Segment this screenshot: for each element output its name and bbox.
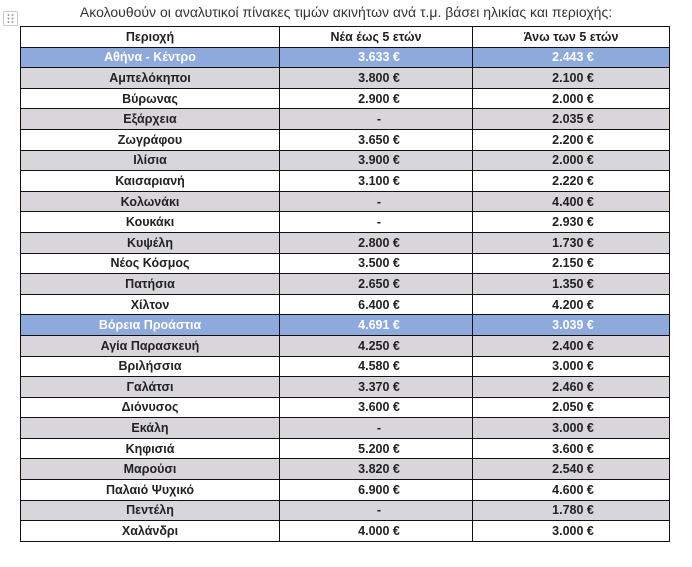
price-old-cell: 2.000 € xyxy=(473,150,670,171)
header-row xyxy=(21,27,670,48)
price-new-cell: 6.400 € xyxy=(280,294,473,315)
table-row xyxy=(21,88,670,109)
price-old-cell: 3.039 € xyxy=(473,315,670,336)
area-cell: Νέος Κόσμος xyxy=(21,253,280,274)
price-new-cell: 3.633 € xyxy=(280,47,473,68)
price-new-cell: 2.650 € xyxy=(280,274,473,295)
area-cell: Κυψέλη xyxy=(21,232,280,253)
price-new-cell: - xyxy=(280,212,473,233)
header-new: Νέα έως 5 ετών xyxy=(280,27,473,48)
area-cell: Αμπελόκηποι xyxy=(21,68,280,89)
price-old-cell: 2.930 € xyxy=(473,212,670,233)
area-cell: Βριλήσσια xyxy=(21,356,280,377)
price-old-cell: 3.000 € xyxy=(473,521,670,542)
table-row xyxy=(21,397,670,418)
table-row xyxy=(21,274,670,295)
drag-handle-icon[interactable] xyxy=(3,11,18,26)
area-cell: Βύρωνας xyxy=(21,88,280,109)
price-new-cell: 3.370 € xyxy=(280,377,473,398)
price-old-cell: 1.350 € xyxy=(473,274,670,295)
price-old-cell: 2.460 € xyxy=(473,377,670,398)
table-row xyxy=(21,480,670,501)
table-row xyxy=(21,253,670,274)
region-summary-row xyxy=(21,47,670,68)
area-cell: Κηφισιά xyxy=(21,438,280,459)
intro-text: Ακολουθούν οι αναλυτικοί πίνακες τιμών ακινήτων ανά τ.μ. βάσει ηλικίας και περιοχής: xyxy=(79,4,613,20)
area-cell: Κουκάκι xyxy=(21,212,280,233)
table-row xyxy=(21,418,670,439)
area-cell: Βόρεια Προάστια xyxy=(21,315,280,336)
area-cell: Μαρούσι xyxy=(21,459,280,480)
table-row xyxy=(21,438,670,459)
price-new-cell: - xyxy=(280,500,473,521)
header-area: Περιοχή xyxy=(21,27,280,48)
price-new-cell: 2.800 € xyxy=(280,232,473,253)
area-cell: Αγία Παρασκευή xyxy=(21,335,280,356)
price-old-cell: 4.600 € xyxy=(473,480,670,501)
price-new-cell: 3.600 € xyxy=(280,397,473,418)
area-cell: Πατήσια xyxy=(21,274,280,295)
price-old-cell: 3.000 € xyxy=(473,418,670,439)
price-old-cell: 2.150 € xyxy=(473,253,670,274)
area-cell: Ιλίσια xyxy=(21,150,280,171)
price-new-cell: 3.100 € xyxy=(280,171,473,192)
area-cell: Εξάρχεια xyxy=(21,109,280,130)
price-new-cell: 6.900 € xyxy=(280,480,473,501)
table-row xyxy=(21,356,670,377)
table-row xyxy=(21,109,670,130)
price-old-cell: 3.000 € xyxy=(473,356,670,377)
price-old-cell: 3.600 € xyxy=(473,438,670,459)
area-cell: Γαλάτσι xyxy=(21,377,280,398)
table-row xyxy=(21,294,670,315)
table-row xyxy=(21,459,670,480)
price-new-cell: 3.900 € xyxy=(280,150,473,171)
price-new-cell: 2.900 € xyxy=(280,88,473,109)
price-old-cell: 2.035 € xyxy=(473,109,670,130)
area-cell: Χαλάνδρι xyxy=(21,521,280,542)
area-cell: Κολωνάκι xyxy=(21,191,280,212)
table-row xyxy=(21,212,670,233)
price-new-cell: 4.000 € xyxy=(280,521,473,542)
table-row xyxy=(21,335,670,356)
table-row xyxy=(21,232,670,253)
price-old-cell: 2.540 € xyxy=(473,459,670,480)
price-old-cell: 1.730 € xyxy=(473,232,670,253)
price-new-cell: 3.800 € xyxy=(280,68,473,89)
table-row xyxy=(21,191,670,212)
price-old-cell: 2.400 € xyxy=(473,335,670,356)
price-old-cell: 2.100 € xyxy=(473,68,670,89)
table-row xyxy=(21,521,670,542)
price-new-cell: 4.250 € xyxy=(280,335,473,356)
table-row xyxy=(21,68,670,89)
price-new-cell: 3.500 € xyxy=(280,253,473,274)
price-new-cell: - xyxy=(280,191,473,212)
table-body xyxy=(21,47,670,541)
price-old-cell: 2.000 € xyxy=(473,88,670,109)
price-old-cell: 4.200 € xyxy=(473,294,670,315)
price-new-cell: 3.650 € xyxy=(280,129,473,150)
price-old-cell: 1.780 € xyxy=(473,500,670,521)
drag-dots-icon xyxy=(4,12,17,25)
area-cell: Αθήνα - Κέντρο xyxy=(21,47,280,68)
area-cell: Ζωγράφου xyxy=(21,129,280,150)
price-new-cell: 4.580 € xyxy=(280,356,473,377)
area-cell: Χίλτον xyxy=(21,294,280,315)
table-row xyxy=(21,377,670,398)
price-new-cell: 3.820 € xyxy=(280,459,473,480)
price-new-cell: - xyxy=(280,109,473,130)
price-old-cell: 4.400 € xyxy=(473,191,670,212)
table-row xyxy=(21,150,670,171)
price-new-cell: 5.200 € xyxy=(280,438,473,459)
price-old-cell: 2.220 € xyxy=(473,171,670,192)
price-new-cell: - xyxy=(280,418,473,439)
area-cell: Καισαριανή xyxy=(21,171,280,192)
area-cell: Παλαιό Ψυχικό xyxy=(21,480,280,501)
region-summary-row xyxy=(21,315,670,336)
table-row xyxy=(21,129,670,150)
price-old-cell: 2.050 € xyxy=(473,397,670,418)
price-table xyxy=(20,26,670,542)
price-old-cell: 2.443 € xyxy=(473,47,670,68)
area-cell: Διόνυσος xyxy=(21,397,280,418)
price-new-cell: 4.691 € xyxy=(280,315,473,336)
area-cell: Πεντέλη xyxy=(21,500,280,521)
price-old-cell: 2.200 € xyxy=(473,129,670,150)
table-row xyxy=(21,500,670,521)
table-header xyxy=(21,27,670,48)
table-row xyxy=(21,171,670,192)
area-cell: Εκάλη xyxy=(21,418,280,439)
header-old: Άνω των 5 ετών xyxy=(473,27,670,48)
